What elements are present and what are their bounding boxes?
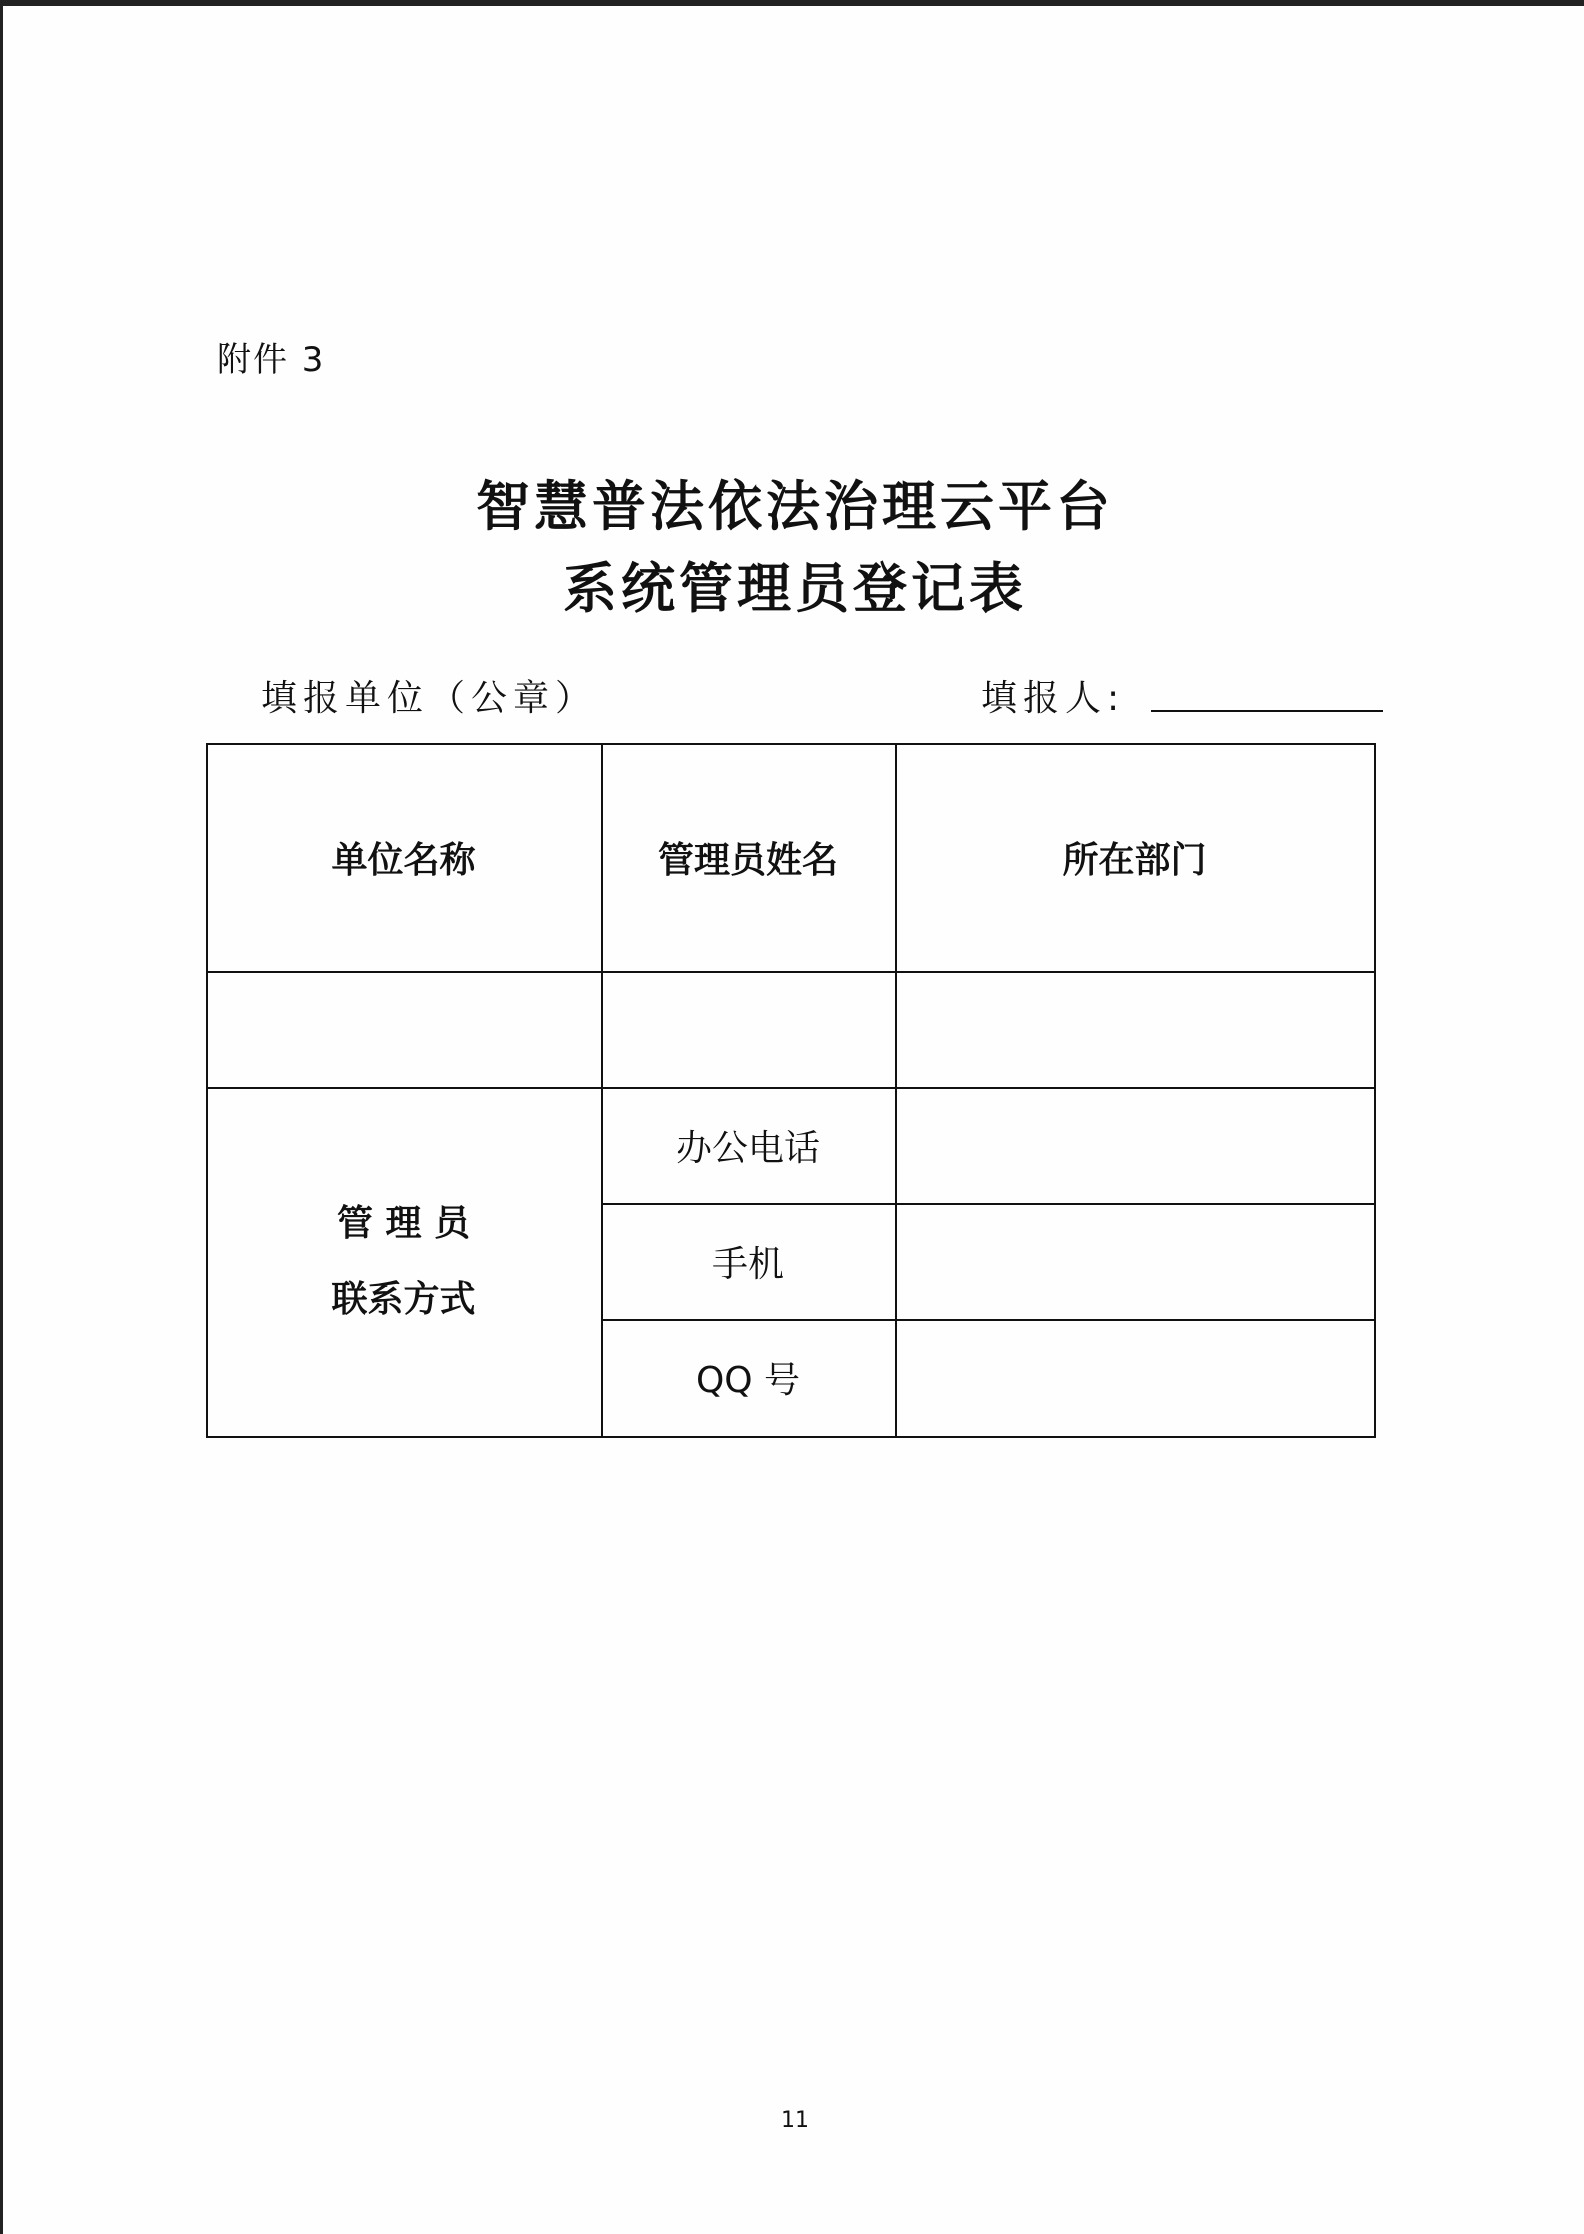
- registration-table: [206, 743, 1376, 1438]
- filler-label: 填报人:: [981, 678, 1126, 719]
- header-admin-name: 管理员姓名: [657, 839, 838, 881]
- qq-label: QQ 号: [695, 1360, 801, 1401]
- department-field[interactable]: [895, 971, 1374, 1087]
- unit-name-field[interactable]: [206, 971, 601, 1087]
- admin-contact-label-line2: 联系方式: [331, 1278, 476, 1320]
- admin-contact-label: [206, 1087, 601, 1436]
- header-department: 所在部门: [1062, 839, 1207, 881]
- header-unit-name: 单位名称: [331, 839, 476, 881]
- filling-unit-label: 填报单位（公章）: [261, 678, 598, 719]
- office-phone-label: 办公电话: [675, 1127, 820, 1169]
- document-title-line2: 系统管理员登记表: [563, 556, 1027, 620]
- admin-name-field[interactable]: [601, 971, 895, 1087]
- qq-field[interactable]: [895, 1319, 1374, 1436]
- table-border-right: [1374, 743, 1376, 1438]
- filler-signature-line[interactable]: [1151, 710, 1383, 712]
- office-phone-field[interactable]: [895, 1087, 1374, 1203]
- document-title-line1: 智慧普法依法治理云平台: [476, 474, 1114, 538]
- page-number: 11: [781, 2108, 809, 2133]
- mobile-label: 手机: [711, 1243, 784, 1285]
- mobile-field[interactable]: [895, 1203, 1374, 1319]
- admin-contact-label-line1: 管 理 员: [336, 1202, 471, 1244]
- table-border-bottom: [206, 1436, 1376, 1438]
- attachment-label: 附件 3: [217, 340, 326, 380]
